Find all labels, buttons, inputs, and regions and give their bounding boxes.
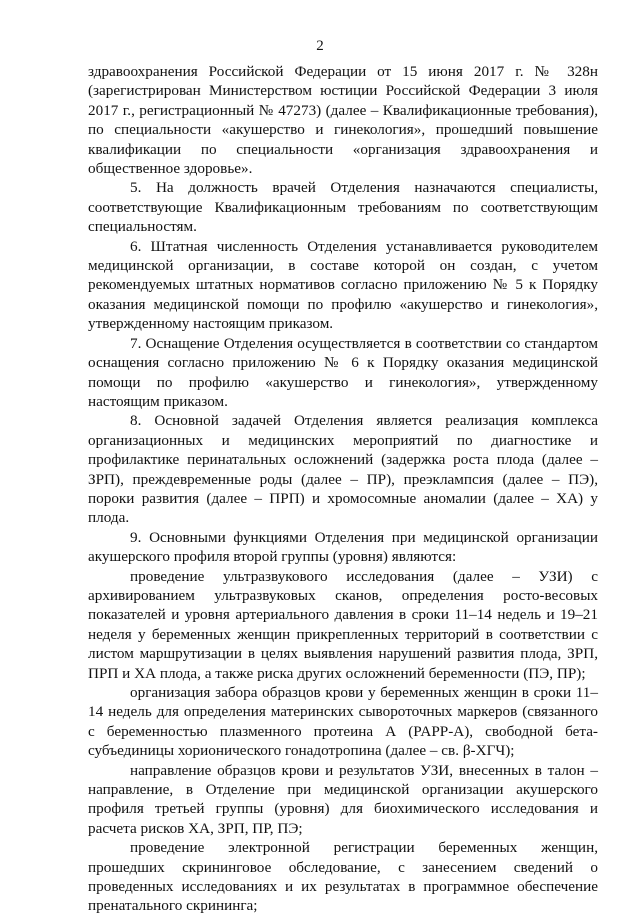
paragraph-7: 7. Оснащение Отделения осуществляется в соответствии со стандартом оснащения согласно приложению № 6 к Порядку оказания медицинской помощи по профилю «акушерство и гинекология», утвержденному настоящим приказом. xyxy=(88,334,598,410)
paragraph-qualification-continuation: здравоохранения Российской Федерации от 15 июня 2017 г. № 328н (зарегистрирован Министерством юстиции Российской Федерации 3 июля 2017 г., регистрационный № 47273) (далее – Квалификационные требования), по специальности «акушерство и гинекология», прошедший повышение квалификации по специальности «организация здравоохранения и общественное здоровье». xyxy=(88,63,598,178)
function-sample-referral: направление образцов крови и результатов УЗИ, внесенных в талон – направление, в Отделение при медицинской организации акушерского профиля третьей группы (уровня) для биохимического исследования и расчета рисков ХА, ЗРП, ПР, ПЭ; xyxy=(88,761,598,837)
paragraph-8: 8. Основной задачей Отделения является реализация комплекса организационных и медицинских мероприятий по диагностике и профилактике перинатальных осложнений (задержка роста плода (далее – ЗРП), преждевременные роды (далее – ПР), преэклампсия (далее – ПЭ), пороки развития (далее – ПРП) и хромосомные аномалии (далее – ХА) у плода. xyxy=(88,412,598,527)
page-number: 2 xyxy=(316,38,324,54)
document-body xyxy=(88,62,598,916)
function-blood-sampling: организация забора образцов крови у беременных женщин в сроки 11–14 недель для определения материнских сывороточных маркеров (связанного с беременностью плазменного протеина А (PAPP-A), свободной бета-субъединицы хорионического гонадотропина (далее – св. β-ХГЧ); xyxy=(88,684,598,760)
paragraph-9: 9. Основными функциями Отделения при медицинской организации акушерского профиля второй группы (уровня) являются: xyxy=(88,528,598,566)
function-electronic-registration: проведение электронной регистрации беременных женщин, прошедших скрининговое обследование, с занесением сведений о проведенных исследованиях и их результатах в программное обеспечение пренатального скрининга; xyxy=(88,839,598,915)
paragraph-5: 5. На должность врачей Отделения назначаются специалисты, соответствующие Квалификационным требованиям по соответствующим специальностям. xyxy=(88,179,598,236)
paragraph-6: 6. Штатная численность Отделения устанавливается руководителем медицинской организации, в составе которой он создан, с учетом рекомендуемых штатных нормативов согласно приложению № 5 к Порядку оказания медицинской помощи по профилю «акушерство и гинекология», утвержденному настоящим приказом. xyxy=(88,237,598,333)
function-ultrasound: проведение ультразвукового исследования (далее – УЗИ) с архивированием ультразвуковых сканов, определения росто-весовых показателей и уровня артериального давления в сроки 11–14 недель и 19–21 неделя у беременных женщин прикрепленных территорий в соответствии с листом маршрутизации в целях выявления нарушений развития плода, ЗРП, ПРП и ХА плода, а также риска других осложнений беременности (ПЭ, ПР); xyxy=(88,567,598,682)
